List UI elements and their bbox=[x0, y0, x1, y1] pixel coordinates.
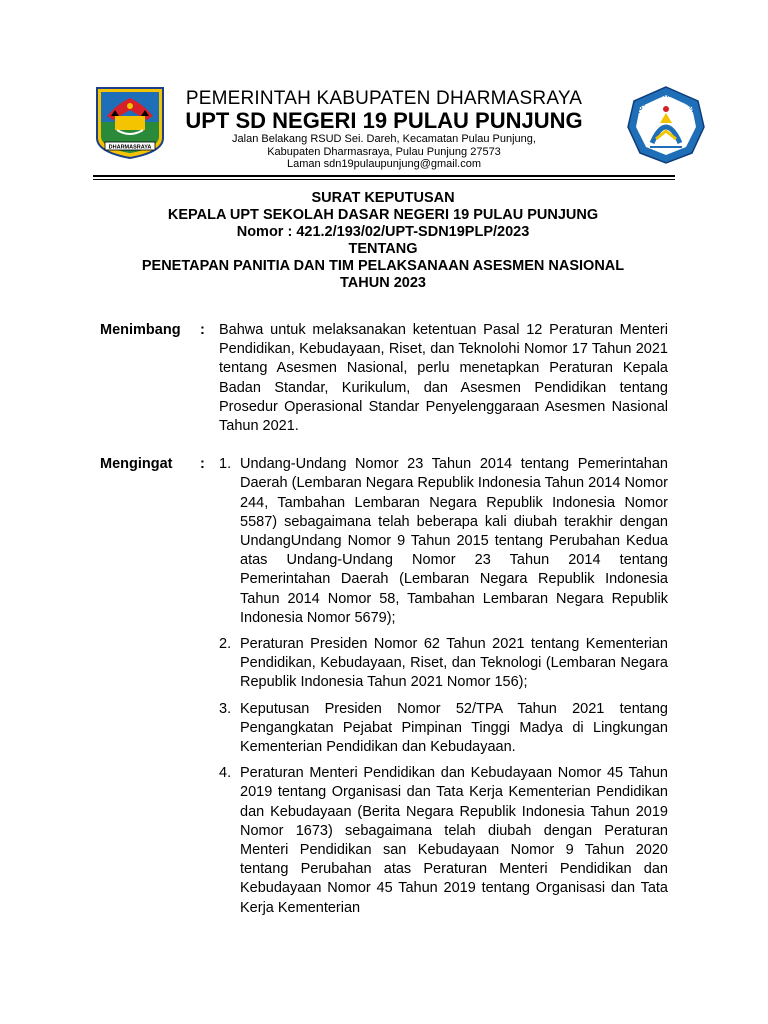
menimbang-section bbox=[100, 321, 668, 436]
list-item bbox=[219, 764, 668, 918]
address-email: Laman sdn19pulaupunjung@gmail.com bbox=[286, 158, 481, 170]
decree-body bbox=[100, 321, 668, 925]
list-item-number: 3. bbox=[219, 700, 232, 717]
list-item-number: 4. bbox=[219, 765, 232, 782]
title-line: TENTANG bbox=[348, 241, 418, 257]
svg-text:TUT WURI HANDAYANI: TUT WURI HANDAYANI bbox=[634, 91, 698, 116]
mengingat-list bbox=[219, 455, 668, 918]
decree-number: Nomor : 421.2/193/02/UPT-SDN19PLP/2023 bbox=[236, 224, 530, 240]
list-item bbox=[219, 635, 668, 693]
list-item bbox=[219, 700, 668, 758]
list-item-text: Peraturan Menteri Pendidikan dan Kebudayaan Nomor 45 Tahun 2019 tentang Organisasi dan Tata Kerja Kementerian Pendidikan dan Kebudayaan (Berita Negara Republik Indonesia Tahun 2019 Nomor 1673) sebagaimana telah diubah dengan Peraturan Menteri Pendidikan san Kebudayaan Nomor 9 Tahun 2020 tentang Perubahan atas Peraturan Menteri Pendidikan dan Kebudayaan Nomor 45 Tahun 2019 tentang Organisasi dan Tata Kerja Kementerian bbox=[240, 765, 668, 916]
address-line: Kabupaten Dharmasraya, Pulau Punjung 27573 bbox=[267, 145, 501, 158]
section-label: Mengingat bbox=[100, 456, 173, 473]
address-line: Jalan Belakang RSUD Sei. Dareh, Kecamatan Pulau Punjung, bbox=[232, 133, 536, 145]
list-item-text: Peraturan Presiden Nomor 62 Tahun 2021 tentang Kementerian Pendidikan, Kebudayaan, Riset, dan Teknologi (Lembaran Negara Republik Indonesia Tahun 2021 Nomor 156); bbox=[240, 636, 668, 691]
list-item-number: 2. bbox=[219, 636, 232, 653]
school-address bbox=[0, 133, 768, 171]
letterhead-divider-thin bbox=[93, 179, 675, 180]
list-item-text: Undang-Undang Nomor 23 Tahun 2014 tentang Pemerintahan Daerah (Lembaran Negara Republik Indonesia Tahun 2014 Nomor 244, Tambahan Lembaran Negara Republik Indonesia Nomor 5587) sebagaimana telah beberapa kali diubah terakhir dengan UndangUndang Nomor 9 Tahun 2015 tentang Perubahan Kedua atas Undang-Undang Nomor 23 Tahun 2014 tentang Pemerintahan Daerah (Lembaran Negara Republik Indonesia Tahun 2014 Nomor 58, Tambahan Lembaran Negara Republik Indonesia Nomor 5679); bbox=[240, 456, 668, 626]
section-label: Menimbang bbox=[100, 322, 181, 338]
title-line: TAHUN 2023 bbox=[340, 275, 426, 291]
decree-title bbox=[0, 190, 768, 292]
menimbang-text: Bahwa untuk melaksanakan ketentuan Pasal 12 Peraturan Menteri Pendidikan, Kebudayaan, Riset, dan Teknolohi Nomor 17 Tahun 2021 tentang Asesmen Nasional, perlu menetapkan Peraturan Kepala Badan Standar, Kurikulum, dan Asesmen Pendidikan tentang Prosedur Operasional Standar Penyelenggaraan Asesmen Nasional Tahun 2021. bbox=[219, 322, 668, 435]
list-item-number: 1. bbox=[219, 456, 232, 473]
title-line: SURAT KEPUTUSAN bbox=[311, 190, 455, 206]
letterhead-divider-thick bbox=[93, 175, 675, 177]
mengingat-section bbox=[100, 455, 668, 925]
school-name: UPT SD NEGERI 19 PULAU PUNJUNG bbox=[185, 108, 583, 133]
svg-text:DHARMASRAYA: DHARMASRAYA bbox=[108, 144, 152, 151]
list-item-text: Keputusan Presiden Nomor 52/TPA Tahun 2021 tentang Pengangkatan Pejabat Pimpinan Tinggi Madya di Lingkungan Kementerian Pendidikan dan Kebudayaan. bbox=[240, 700, 668, 756]
list-item bbox=[219, 455, 668, 628]
section-colon: : bbox=[200, 456, 205, 473]
title-line: KEPALA UPT SEKOLAH DASAR NEGERI 19 PULAU PUNJUNG bbox=[167, 207, 599, 223]
title-line: PENETAPAN PANITIA DAN TIM PELAKSANAAN ASESMEN NASIONAL bbox=[141, 258, 625, 274]
government-name: PEMERINTAH KABUPATEN DHARMASRAYA bbox=[185, 88, 583, 109]
section-colon: : bbox=[200, 322, 205, 338]
